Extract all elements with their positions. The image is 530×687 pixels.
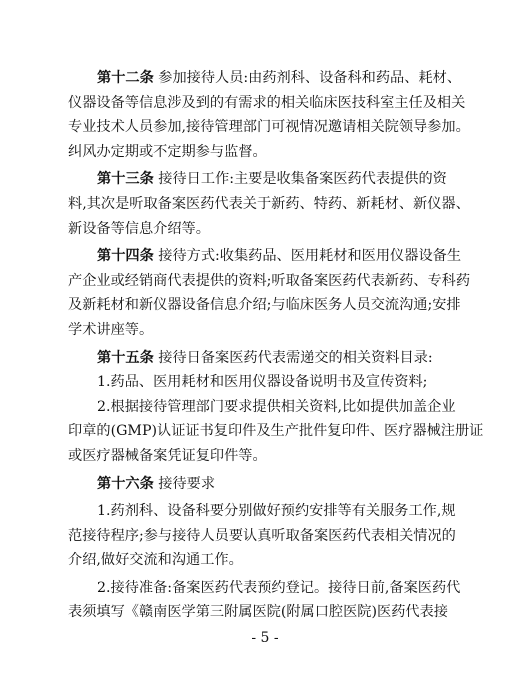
article-12-line-4: 纠风办定期或不定期参与监督。 <box>68 143 267 160</box>
article-16-item-2: 2.接待准备:备案医药代表预约登记。接待日前,备案医药代 <box>97 579 461 596</box>
article-12-line-1 <box>68 66 468 91</box>
article-16-item-1-cont-1: 范接待程序;参与接待人员要认真听取备案医药代表相关情况的 <box>68 527 456 544</box>
article-12-line-3: 专业技术人员参加,接待管理部门可视情况邀请相关院领导参加。 <box>68 119 470 136</box>
article-14-line-3: 及新耗材和新仪器设备信息介绍;与临床医务人员交流沟通;安排 <box>68 297 461 314</box>
document-body <box>68 66 484 625</box>
article-12-line-2: 仪器设备等信息涉及到的有需求的相关临床医技科室主任及相关 <box>68 94 466 111</box>
article-14-line-2: 产企业或经销商代表提供的资料;听取备案医药代表新药、专科药 <box>68 272 471 289</box>
article-16-text-1: 接待要求 <box>158 475 216 492</box>
article-16-item-1: 1.药剂科、设备科要分别做好预约安排等有关服务工作,规 <box>97 503 456 520</box>
article-15-item-2: 2.根据接待管理部门要求提供相关资料,比如提供加盖企业 <box>97 398 456 415</box>
article-12-heading: 第十二条 <box>97 70 154 86</box>
article-16-item-1-cont-2: 介绍,做好交流和沟通工作。 <box>68 552 243 569</box>
article-15-text-1: 接待日备案医药代表需递交的相关资料目录: <box>158 349 433 366</box>
article-12-text-1: 参加接待人员:由药剂科、设备科和药品、耗材、 <box>158 70 462 86</box>
article-15-item-2-cont-1: 印章的(GMP)认证证书复印件及生产批件复印件、医疗器械注册证 <box>68 423 484 440</box>
article-15-item-2-cont-2: 或医疗器械备案凭证复印件等。 <box>68 447 267 464</box>
article-14-line-1 <box>68 244 468 269</box>
article-13-line-1 <box>68 167 468 192</box>
article-14-line-4: 学术讲座等。 <box>68 321 154 338</box>
article-16-line-1 <box>68 472 468 497</box>
article-13-line-3: 新设备等信息介绍等。 <box>68 220 210 237</box>
article-14-heading: 第十四条 <box>97 248 154 265</box>
article-14-text-1: 接待方式:收集药品、医用耗材和医用仪器设备生 <box>158 248 462 265</box>
article-15-heading: 第十五条 <box>97 349 154 366</box>
article-15-item-1: 1.药品、医用耗材和医用仪器设备说明书及宣传资料; <box>97 374 428 391</box>
article-13-line-2: 料,其次是听取备案医药代表关于新药、特药、新耗材、新仪器、 <box>68 195 470 212</box>
page-number: - 5 - <box>251 630 279 646</box>
article-16-heading: 第十六条 <box>97 475 154 492</box>
article-15-line-1 <box>68 346 468 371</box>
article-13-text-1: 接待日工作:主要是收集备案医药代表提供的资 <box>158 171 447 188</box>
article-16-item-2-cont-1: 表须填写《赣南医学第三附属医院(附属口腔医院)医药代表接 <box>68 604 448 621</box>
article-13-heading: 第十三条 <box>97 171 154 188</box>
